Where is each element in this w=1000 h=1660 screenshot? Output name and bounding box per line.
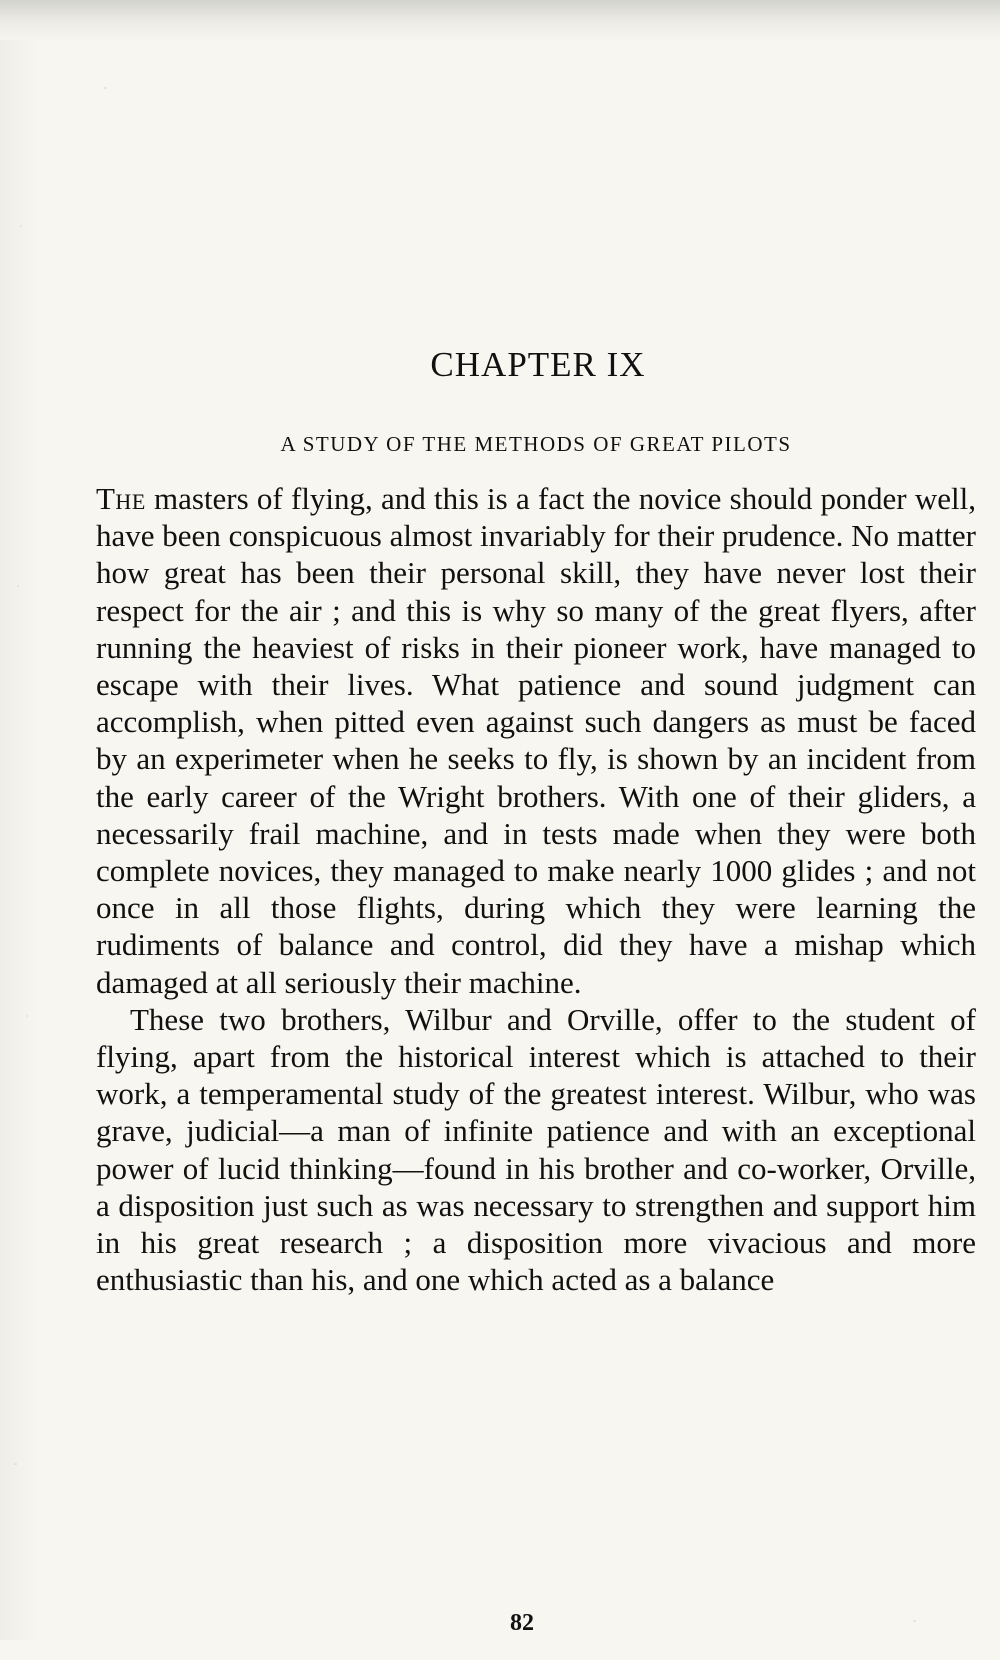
paper-speck [26,1015,28,1017]
paper-speck [104,87,107,89]
body-paragraph-1-text: masters of flying, and this is a fact the novice should ponder well, have been conspicuous almost invariably for their prudence. No matter how great has been their personal skill, they have never lost their respect for the air ; and this is why so many of the great flyers, after running the heaviest of risks in their pioneer work, have managed to escape with their lives. What patience and sound judgment can accomplish, when pitted even against such dangers as must be faced by an experimeter when he seeks to fly, is shown by an incident from the early career of the Wright brothers. With one of their gliders, a necessarily frail machine, and in tests made when they were both complete novices, they managed to make nearly 1000 glides ; and not once in all those flights, during which they were learning the rudiments of balance and control, did they have a mishap which damaged at all seriously their machine. [96,481,976,1000]
paper-speck [17,585,19,587]
body-paragraph-2: These two brothers, Wilbur and Orville, offer to the student of flying, apart from the historical interest which is attached to their work, a temperamental study of the greatest interest. Wilbur, who was grave, judicial—a man of infinite patience and with an exceptional power of lucid thinking—found in his brother and co-worker, Orville, a disposition just such as was necessary to strengthen and support him in his great research ; a disposition more vivacious and more enthusiastic than his, and one which acted as a balance [96,1001,976,1298]
paper-speck [14,1463,17,1465]
chapter-title: CHAPTER IX [430,345,646,384]
page-number: 82 [510,1610,534,1636]
chapter-subtitle: A STUDY OF THE METHODS OF GREAT PILOTS [280,432,792,456]
body-paragraph-1 [96,480,976,1001]
paper-speck [913,1620,916,1622]
opening-small-caps: The [96,481,146,516]
chapter-body [96,480,976,1298]
paper-speck [20,225,22,227]
